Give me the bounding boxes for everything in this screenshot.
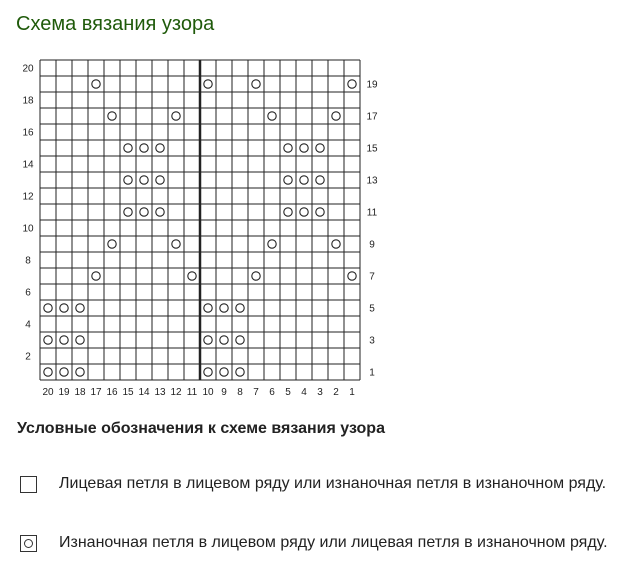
row-label-left: 10 (22, 223, 34, 235)
row-label-right: 13 (366, 175, 378, 187)
purl-stitch-circle (76, 304, 84, 312)
purl-stitch-circle (284, 144, 292, 152)
purl-stitch-circle (172, 240, 180, 248)
purl-stitch-circle (172, 112, 180, 120)
row-label-right: 17 (366, 111, 378, 123)
row-label-left: 12 (22, 191, 34, 203)
legend-heading: Условные обозначения к схеме вязания узора (17, 420, 385, 437)
column-label: 10 (202, 387, 214, 398)
row-label-right: 15 (366, 143, 378, 155)
row-label-left: 2 (25, 351, 31, 363)
purl-stitch-circle (156, 144, 164, 152)
purl-stitch-circle (220, 336, 228, 344)
column-label: 4 (301, 387, 307, 398)
legend-item-knit (20, 475, 606, 493)
column-label: 12 (170, 387, 182, 398)
purl-stitch-circle (332, 240, 340, 248)
purl-stitch-circle (156, 208, 164, 216)
chart-title: Схема вязания узора (16, 13, 215, 35)
circle-icon (20, 535, 37, 552)
purl-stitch-circle (252, 80, 260, 88)
row-label-right: 19 (366, 79, 378, 91)
purl-stitch-circle (124, 208, 132, 216)
purl-stitch-circle (92, 80, 100, 88)
column-label: 11 (186, 387, 198, 398)
column-label: 2 (333, 387, 339, 398)
purl-stitch-circle (60, 368, 68, 376)
purl-stitch-circle (140, 208, 148, 216)
purl-stitch-circle (60, 336, 68, 344)
empty-square-icon (20, 476, 37, 493)
purl-stitch-circle (268, 112, 276, 120)
row-label-left: 6 (25, 287, 31, 299)
legend-text-purl: Изнаночная петля в лицевом ряду или лицевая петля в изнаночном ряду. (59, 534, 608, 551)
purl-stitch-circle (204, 304, 212, 312)
purl-stitch-circle (300, 144, 308, 152)
column-label: 17 (90, 387, 102, 398)
row-label-right: 11 (366, 207, 378, 219)
purl-stitch-circle (124, 176, 132, 184)
purl-stitch-circle (284, 208, 292, 216)
column-label: 15 (122, 387, 134, 398)
purl-stitch-circle (140, 144, 148, 152)
purl-stitch-circle (44, 304, 52, 312)
purl-stitch-circle (44, 368, 52, 376)
purl-stitch-circle (156, 176, 164, 184)
purl-stitch-circle (108, 240, 116, 248)
column-label: 6 (269, 387, 275, 398)
row-label-left: 16 (22, 127, 34, 139)
row-label-left: 18 (22, 95, 34, 107)
legend-text-knit: Лицевая петля в лицевом ряду или изнаночная петля в изнаночном ряду. (59, 475, 607, 492)
column-label: 3 (317, 387, 323, 398)
purl-stitch-circle (204, 336, 212, 344)
row-label-left: 8 (25, 255, 31, 267)
purl-stitch-circle (284, 176, 292, 184)
column-label: 19 (58, 387, 70, 398)
purl-stitch-circle (348, 272, 356, 280)
row-label-left: 20 (22, 63, 34, 75)
purl-stitch-circle (236, 336, 244, 344)
purl-stitch-circle (316, 176, 324, 184)
column-label: 5 (285, 387, 291, 398)
purl-stitch-circle (236, 304, 244, 312)
column-label: 16 (106, 387, 118, 398)
legend-item-purl (20, 534, 608, 552)
row-label-right: 9 (369, 239, 375, 251)
purl-stitch-circle (268, 240, 276, 248)
purl-stitch-circle (220, 304, 228, 312)
column-label: 1 (349, 387, 355, 398)
purl-stitch-circle (108, 112, 116, 120)
column-label: 9 (221, 387, 227, 398)
column-label: 8 (237, 387, 243, 398)
purl-stitch-circle (204, 368, 212, 376)
row-label-right: 3 (369, 335, 375, 347)
row-label-right: 7 (369, 271, 375, 283)
purl-stitch-circle (188, 272, 196, 280)
purl-stitch-circle (60, 304, 68, 312)
column-label: 14 (138, 387, 150, 398)
purl-stitch-circle (140, 176, 148, 184)
purl-stitch-circle (316, 144, 324, 152)
purl-stitch-circle (76, 368, 84, 376)
row-label-right: 1 (369, 367, 375, 379)
purl-stitch-circle (92, 272, 100, 280)
purl-stitch-circle (236, 368, 244, 376)
purl-stitch-circle (300, 208, 308, 216)
purl-stitch-circle (44, 336, 52, 344)
purl-stitch-circle (332, 112, 340, 120)
purl-stitch-circle (76, 336, 84, 344)
row-label-left: 14 (22, 159, 34, 171)
purl-stitch-circle (124, 144, 132, 152)
purl-stitch-circle (204, 80, 212, 88)
purl-stitch-circle (220, 368, 228, 376)
column-label: 20 (42, 387, 54, 398)
purl-stitch-circle (300, 176, 308, 184)
purl-stitch-circle (348, 80, 356, 88)
column-label: 7 (253, 387, 259, 398)
column-label: 13 (154, 387, 166, 398)
purl-stitch-circle (316, 208, 324, 216)
column-label: 18 (74, 387, 86, 398)
row-label-left: 4 (25, 319, 31, 331)
purl-stitch-circle (252, 272, 260, 280)
row-label-right: 5 (369, 303, 375, 315)
